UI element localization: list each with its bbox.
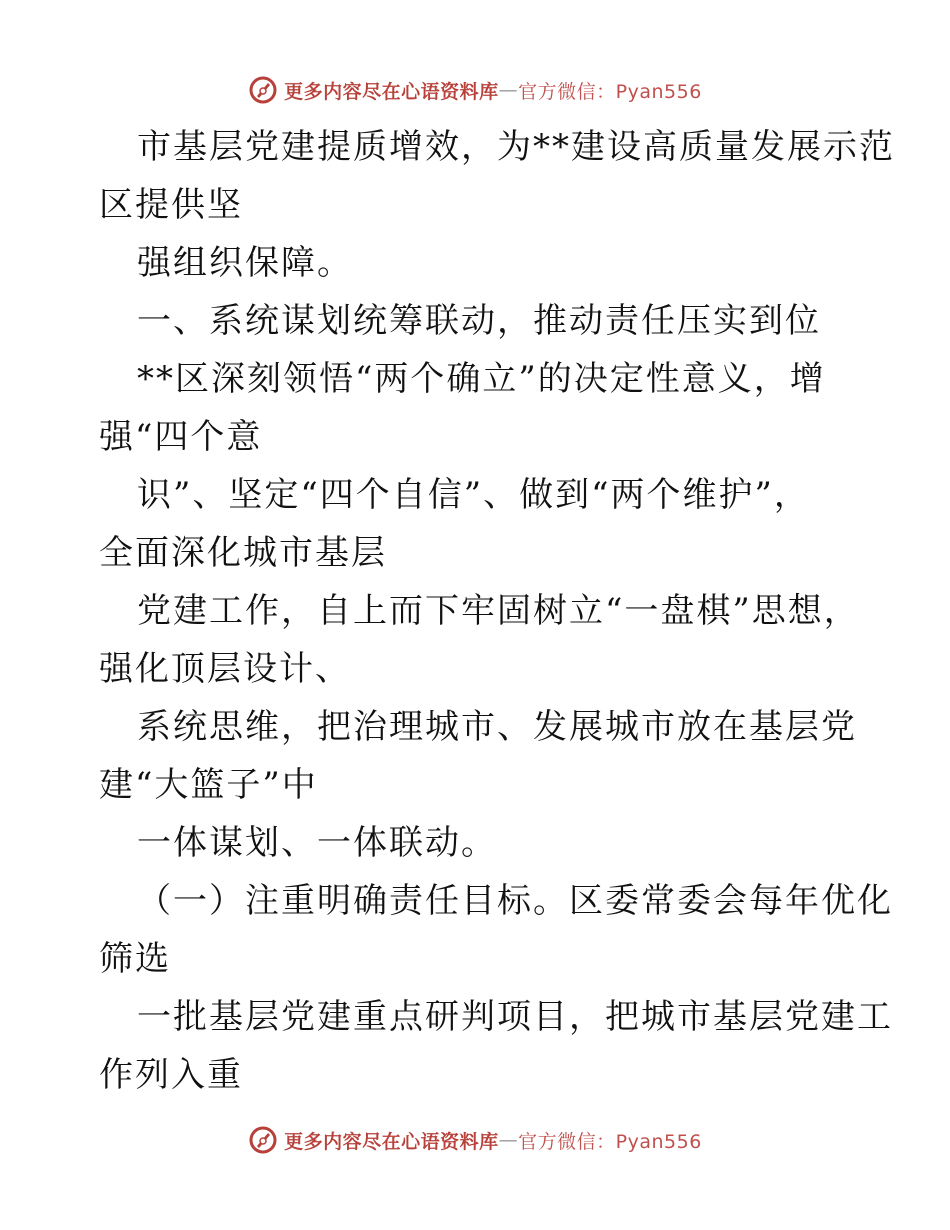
text-line: 识”、坚定“四个自信”、做到“两个维护”， (137, 475, 810, 515)
text-line: 市基层党建提质增效，为**建设高质量发展示范 (137, 127, 895, 167)
watermark-main-text: 更多内容尽在心语资料库 (284, 80, 499, 103)
text-line: **区深刻领悟“两个确立”的决定性意义，增 (137, 359, 826, 399)
text-line: 一批基层党建重点研判项目，把城市基层党建工 (137, 997, 893, 1037)
quill-logo-icon (248, 1125, 278, 1155)
subsection-heading: （一）注重明确责任目标。区委常委会每年优化 (137, 881, 893, 921)
text-line: 强组织保障。 (137, 243, 353, 283)
text-line: 筛选 (99, 939, 171, 979)
text-line: 建“大篮子”中 (99, 765, 318, 805)
footer-watermark (0, 1122, 950, 1158)
text-line: 系统思维，把治理城市、发展城市放在基层党 (137, 707, 857, 747)
watermark-dash: — (498, 1129, 519, 1151)
text-line: 一体谋划、一体联动。 (137, 823, 497, 863)
text-line: 作列入重 (99, 1055, 243, 1095)
watermark-dash: — (498, 79, 519, 101)
watermark-sub-text: 官方微信：Pyan556 (518, 80, 702, 103)
text-line: 区提供坚 (99, 185, 243, 225)
text-line: 党建工作，自上而下牢固树立“一盘棋”思想， (137, 591, 860, 631)
quill-logo-icon (248, 75, 278, 105)
text-line: 强化顶层设计、 (99, 649, 351, 689)
text-line: 全面深化城市基层 (99, 533, 387, 573)
watermark-sub-text: 官方微信：Pyan556 (518, 1130, 702, 1153)
document-body (99, 118, 895, 1104)
section-heading: 一、系统谋划统筹联动，推动责任压实到位 (137, 301, 821, 341)
watermark-main-text: 更多内容尽在心语资料库 (284, 1130, 499, 1153)
text-line: 强“四个意 (99, 417, 263, 457)
header-watermark (0, 72, 950, 108)
